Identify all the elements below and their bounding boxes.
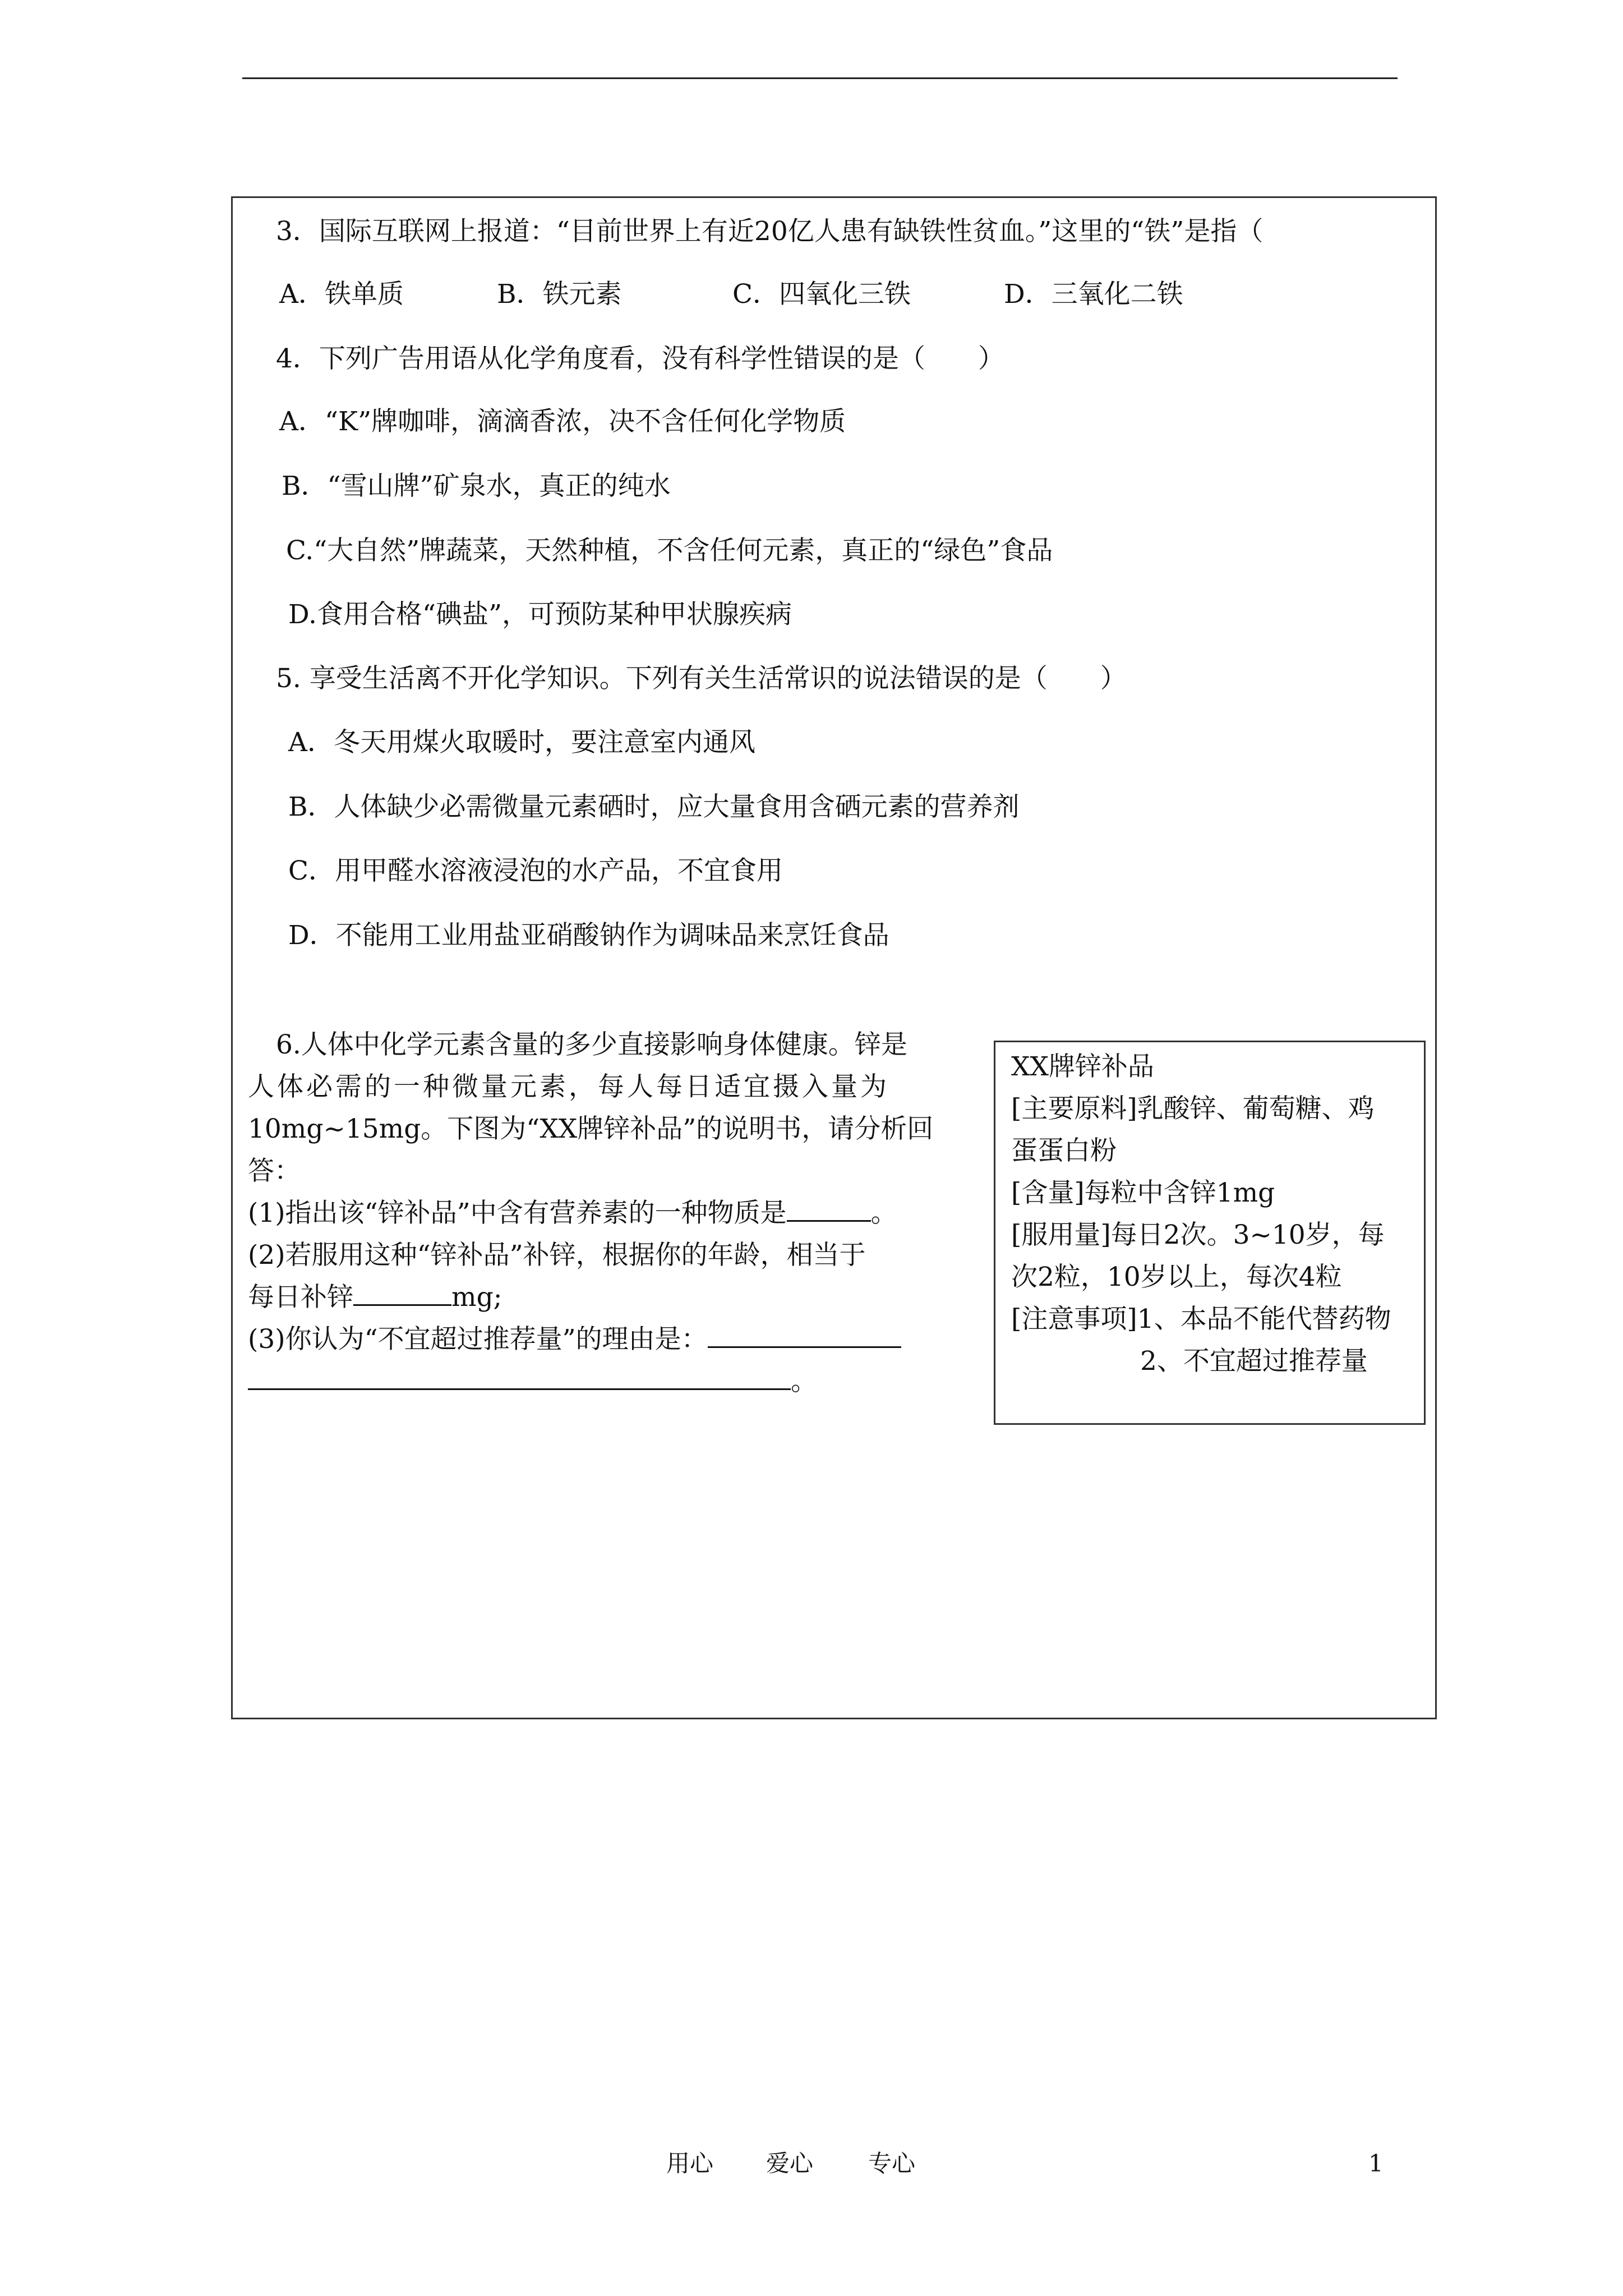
q5-option-d: D．不能用工业用盐亚硝酸钠作为调味品来烹饪食品 xyxy=(288,920,889,951)
q6-sub3-text: (3)你认为“不宜超过推荐量”的理由是： xyxy=(248,1324,708,1355)
q5-option-a: A．冬天用煤火取暖时，要注意室内通风 xyxy=(288,727,755,758)
page-number: 1 xyxy=(1368,2150,1384,2177)
q6-sub2-blank[interactable] xyxy=(353,1281,451,1306)
label-notes-cont: 2、不宜超过推荐量 xyxy=(1140,1346,1368,1377)
supplement-label-box xyxy=(994,1041,1426,1425)
header-rule xyxy=(242,77,1398,79)
q3-option-c: C．四氧化三铁 xyxy=(732,279,911,310)
q6-sub1-blank[interactable] xyxy=(787,1197,871,1222)
q6-sub2-text: 每日补锌 xyxy=(248,1282,353,1313)
q6-sub3 xyxy=(248,1323,901,1356)
footer-slogan-1: 用心 xyxy=(666,2150,714,2177)
q6-sub3-period: 。 xyxy=(791,1366,817,1397)
q4-option-a: A．“K”牌咖啡，滴滴香浓，决不含任何化学物质 xyxy=(279,406,846,437)
label-notes: [注意事项]1、本品不能代替药物 xyxy=(1011,1304,1391,1335)
q6-sub3-cont xyxy=(248,1365,817,1398)
footer-slogan-3: 专心 xyxy=(868,2150,916,2177)
q4-stem: 4．下列广告用语从化学角度看，没有科学性错误的是（ ） xyxy=(276,343,1004,374)
q3-option-b: B．铁元素 xyxy=(497,279,622,310)
footer-slogan-2: 爱心 xyxy=(766,2150,814,2177)
label-dosage-cont: 次2粒，10岁以上，每次4粒 xyxy=(1011,1262,1342,1292)
q6-sub1-period: 。 xyxy=(870,1198,897,1228)
label-dosage: [服用量]每日2次。3~10岁，每 xyxy=(1011,1220,1385,1250)
label-title: XX牌锌补品 xyxy=(1011,1051,1154,1082)
q3-stem: 3．国际互联网上报道：“目前世界上有近20亿人患有缺铁性贫血。”这里的“铁”是指（ xyxy=(276,216,1264,247)
q6-sub1 xyxy=(248,1197,897,1230)
q6-intro-line-4: 答： xyxy=(248,1156,301,1186)
q4-option-c: C.“大自然”牌蔬菜，天然种植，不含任何元素，真正的“绿色”食品 xyxy=(286,535,1053,566)
label-content: [含量]每粒中含锌1mg xyxy=(1011,1177,1275,1208)
q3-option-a: A．铁单质 xyxy=(279,279,404,310)
q3-option-d: D．三氧化二铁 xyxy=(1004,279,1183,310)
q6-sub2-unit: mg; xyxy=(451,1282,502,1313)
q5-option-b: B．人体缺少必需微量元素硒时，应大量食用含硒元素的营养剂 xyxy=(288,792,1020,822)
q4-option-b: B．“雪山牌”矿泉水，真正的纯水 xyxy=(282,471,671,501)
q6-intro-line-2: 人体必需的一种微量元素，每人每日适宜摄入量为 xyxy=(248,1071,889,1102)
label-ingredients-cont: 蛋蛋白粉 xyxy=(1011,1135,1117,1166)
q6-sub3-blank-1[interactable] xyxy=(708,1323,901,1348)
q6-sub3-blank-2[interactable] xyxy=(248,1365,791,1390)
q4-option-d: D.食用合格“碘盐”，可预防某种甲状腺疾病 xyxy=(288,599,792,630)
q5-stem: 5. 享受生活离不开化学知识。下列有关生活常识的说法错误的是（ ） xyxy=(276,663,1127,694)
q6-sub2-line-1: (2)若服用这种“锌补品”补锌，根据你的年龄，相当于 xyxy=(248,1240,866,1271)
q6-intro-line-1: 6.人体中化学元素含量的多少直接影响身体健康。锌是 xyxy=(276,1029,907,1060)
q6-intro-line-3: 10mg~15mg。下图为“XX牌锌补品”的说明书，请分析回 xyxy=(248,1114,934,1144)
label-ingredients: [主要原料]乳酸锌、葡萄糖、鸡 xyxy=(1011,1093,1375,1124)
q5-option-c: C．用甲醛水溶液浸泡的水产品，不宜食用 xyxy=(288,855,783,886)
q6-sub2-line-2 xyxy=(248,1281,502,1314)
q6-sub1-text: (1)指出该“锌补品”中含有营养素的一种物质是 xyxy=(248,1198,787,1228)
